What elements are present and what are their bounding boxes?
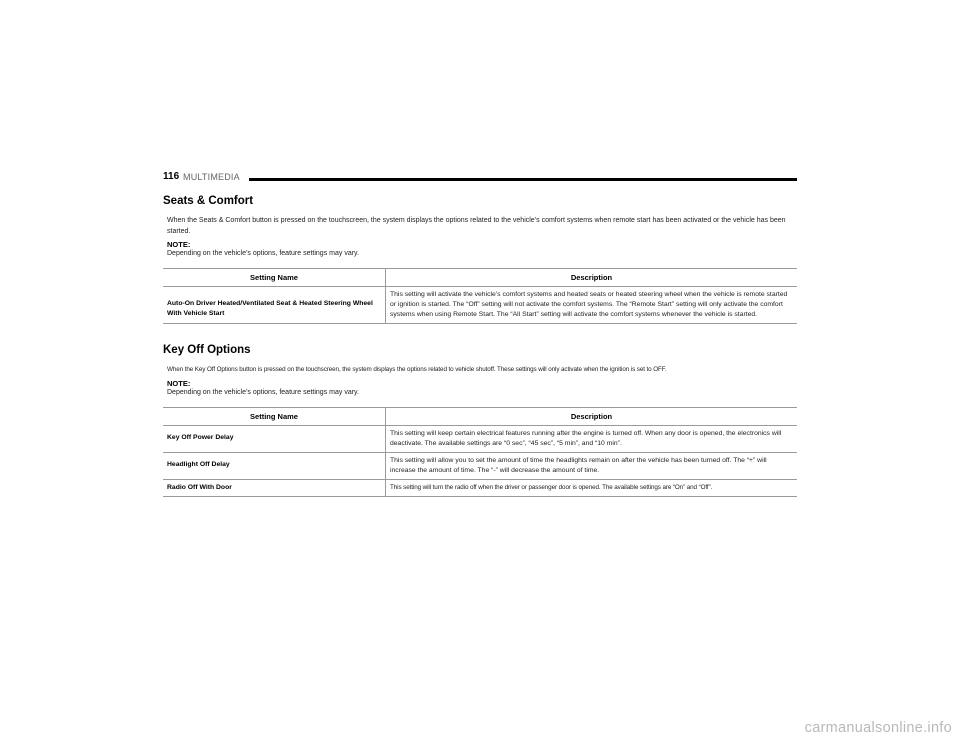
page-header [163,171,797,185]
seats-comfort-note-label: NOTE: [167,240,191,249]
table-row [163,287,797,324]
setting-description: This setting will turn the radio off when the driver or passenger door is opened. The available settings are “On” and “Off”. [386,480,798,497]
key-off-intro: When the Key Off Options button is pressed on the touchscreen, the system displays the options related to vehicle shutoff. These settings will only activate when the ignition is set to OFF. [167,366,667,373]
seats-comfort-heading: Seats & Comfort [163,195,254,207]
key-off-note-label: NOTE: [167,379,191,388]
setting-name: Key Off Power Delay [163,426,386,453]
table-row [163,426,797,453]
column-header-description: Description [386,269,798,287]
column-header-description: Description [386,408,798,426]
table-row [163,480,797,497]
table-header-row [163,269,797,287]
table-header-row [163,408,797,426]
column-header-setting-name: Setting Name [163,269,386,287]
table-row [163,453,797,480]
key-off-heading: Key Off Options [163,344,251,356]
setting-description: This setting will activate the vehicle’s comfort systems and heated seats or heated steering wheel when the vehicle is remote started or ignition is started. The “Off” setting will not activate the comfort systems. The “Remote Start” setting will only activate the comfort systems when using Remote Start. The “All Start” setting will activate the comfort systems whenever the vehicle is started. [386,287,798,324]
column-header-setting-name: Setting Name [163,408,386,426]
key-off-note-text: Depending on the vehicle’s options, feature settings may vary. [167,389,359,396]
section-label: MULTIMEDIA [183,172,240,182]
header-rule [249,178,797,181]
setting-name: Radio Off With Door [163,480,386,497]
seats-comfort-intro: When the Seats & Comfort button is pressed on the touchscreen, the system displays the options related to the vehicle’s comfort systems when remote start has been activated or the vehicle has been started. [167,217,786,235]
key-off-table [163,407,797,497]
watermark: carmanualsonline.info [804,720,952,736]
seats-comfort-table [163,268,797,324]
setting-name: Auto-On Driver Heated/Ventilated Seat & Heated Steering Wheel With Vehicle Start [163,287,386,324]
setting-name: Headlight Off Delay [163,453,386,480]
page-number: 116 [163,171,180,182]
seats-comfort-note-text: Depending on the vehicle’s options, feature settings may vary. [167,250,359,257]
setting-description: This setting will keep certain electrical features running after the engine is turned off. When any door is opened, the electronics will deactivate. The available settings are “0 sec”, “45 sec”, “5 min”, and “10 min”. [386,426,798,453]
setting-description: This setting will allow you to set the amount of time the headlights remain on after the vehicle has been turned off. The “+” will increase the amount of time. The “-” will decrease the amount of time. [386,453,798,480]
